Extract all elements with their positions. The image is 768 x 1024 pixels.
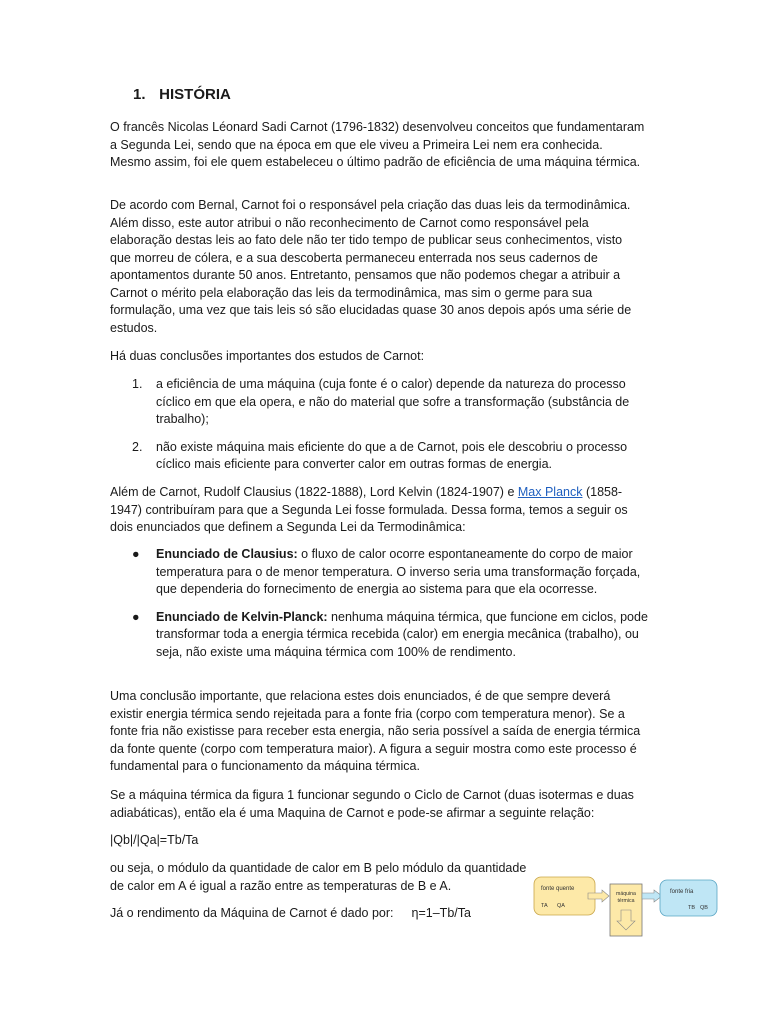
formula-ratio: |Qb|/|Qa|=Tb/Ta: [110, 833, 199, 847]
statement-title: Enunciado de Clausius:: [156, 547, 298, 561]
hot-source-label: fonte quente: [541, 886, 575, 892]
list-item: [110, 546, 650, 599]
paragraph-conclusion: Uma conclusão importante, que relaciona estes dois enunciados, é de que sempre deverá existir energia térmica sendo rejeitada para a fonte fria (corpo com temperatura menor). Se a fonte fria não existisse para receber esta energia, não seria possível a saída de energia térmica da fonte quente (corpo com temperatura maior). A figura a seguir mostra como este processo é fundamental para o funcionamento da máquina térmica.: [110, 689, 641, 773]
max-planck-link[interactable]: Max Planck: [517, 485, 583, 499]
cold-source-temperature: TB: [688, 905, 696, 911]
bullet-marker: ●: [132, 609, 140, 624]
paragraph-conclusions-intro: Há duas conclusões importantes dos estudos de Carnot:: [110, 349, 425, 363]
machine-label-line2: térmica: [617, 898, 635, 904]
cold-source-heat: QB: [700, 905, 708, 911]
cold-source-label: fonte fria: [670, 889, 694, 895]
bullet-list: [110, 546, 650, 661]
list-item: [110, 376, 650, 429]
contributors-text-before: Além de Carnot, Rudolf Clausius (1822-1888), Lord Kelvin (1824-1907) e: [110, 485, 518, 499]
heading-title: HISTÓRIA: [159, 86, 231, 103]
list-marker: 2.: [132, 439, 143, 454]
efficiency-text: Já o rendimento da Máquina de Carnot é dado por:: [110, 906, 394, 920]
heat-engine-diagram: [533, 866, 718, 938]
paragraph-carnot-intro: O francês Nicolas Léonard Sadi Carnot (1796-1832) desenvolveu conceitos que fundamentaram a Segunda Lei, sendo que na época em que ele viveu a Primeira Lei nem era conhecida. Mesmo assim, foi ele quem estabeleceu o último padrão de eficiência de uma máquina térmica.: [110, 120, 645, 169]
section-heading: [133, 86, 231, 103]
paragraph-contributors: [110, 484, 645, 537]
numbered-list: [110, 376, 650, 474]
statement-title: Enunciado de Kelvin-Planck:: [156, 609, 328, 624]
paragraph-efficiency: [110, 905, 530, 923]
paragraph-carnot-cycle: Se a máquina térmica da figura 1 funcionar segundo o Ciclo de Carnot (duas isotermas e duas adiabáticas), então ela é uma Maquina de Carnot e pode-se afirmar a seguinte relação:: [110, 788, 634, 820]
hot-source-temperature: TA: [541, 903, 548, 909]
hot-source-box: [534, 877, 595, 915]
statement-text: o fluxo de calor ocorre espontaneamente do corpo de maior temperatura para o de menor temperatura. O inverso seria uma transformação forçada, que dependeria do fornecimento de energia ao sistema para que ela ocorresse.: [156, 547, 641, 596]
heading-number: 1.: [133, 86, 146, 103]
machine-label-line1: máquina: [616, 891, 636, 897]
cold-arrow-icon: [642, 890, 662, 902]
list-item-text: não existe máquina mais eficiente do que a de Carnot, pois ele descobriu o processo cíclico mais eficiente para converter calor em outras formas de energia.: [156, 439, 628, 471]
list-item: [110, 609, 650, 662]
hot-source-heat: QA: [557, 903, 565, 909]
bullet-marker: ●: [132, 547, 140, 561]
efficiency-formula: η=1–Tb/Ta: [411, 906, 471, 920]
paragraph-bernal: De acordo com Bernal, Carnot foi o responsável pela criação das duas leis da termodinâmica. Além disso, este autor atribui o não reconhecimento de Carnot como responsável pela elaboração destas leis ao fato dele não ter tido tempo de publicar seus conhecimentos, visto que morreu de cólera, e a sua descoberta permaneceu enterrada nos seus cadernos de apontamentos durante 50 anos. Entretanto, pensamos que não podemos chegar a atribuir a Carnot o mérito pela elaboração das leis da termodinâmica, mas sim o germe para sua formulação, uma vez que tais leis só são elucidadas quase 30 anos depois após uma série de estudos.: [110, 198, 632, 335]
contributors-text-after: (1858-1947) contribuíram para que a Segunda Lei fosse formulada. Dessa forma, temos a seguir os dois enunciados que definem a Segunda Lei da Termodinâmica:: [110, 485, 628, 534]
statement-text: nenhuma máquina térmica, que funcione em ciclos, pode transformar toda a energia térmica recebida (calor) em energia mecânica (trabalho), ou seja, não existe uma máquina térmica com 100% de rendimento.: [156, 609, 648, 659]
list-marker: 1.: [132, 377, 143, 391]
list-item: [110, 439, 650, 474]
list-item-text: a eficiência de uma máquina (cuja fonte é o calor) depende da natureza do processo cíclico em que ela opera, e não do material que sofre a transformação (substância de trabalho);: [156, 377, 630, 426]
paragraph-ratio-explanation: ou seja, o módulo da quantidade de calor em B pelo módulo da quantidade de calor em A é igual a razão entre as temperaturas de B e A.: [110, 861, 527, 893]
